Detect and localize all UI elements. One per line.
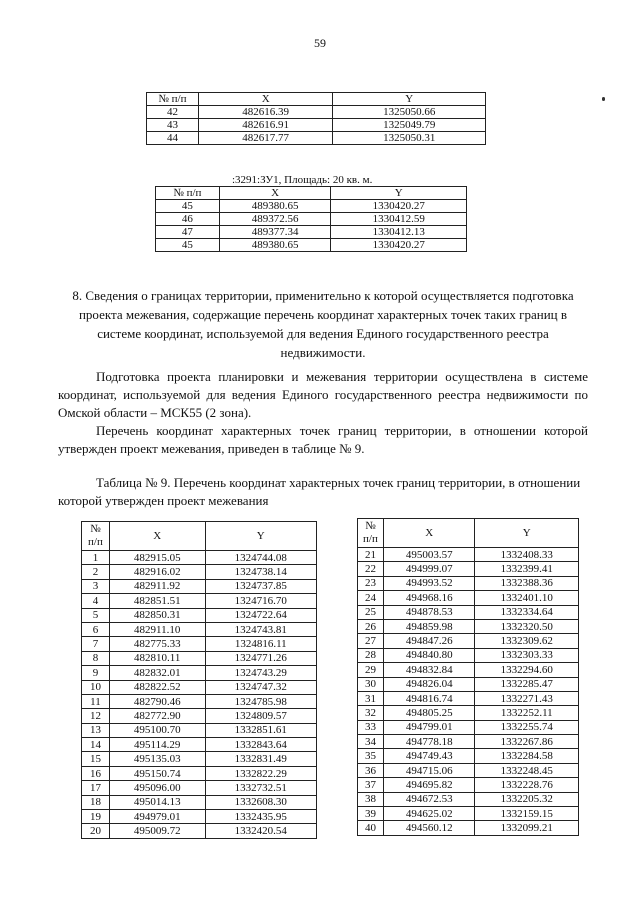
table-row xyxy=(358,562,579,576)
table-row xyxy=(358,691,579,705)
cell-y: 1330420.27 xyxy=(331,239,467,252)
cell-no: 11 xyxy=(82,694,110,708)
header-no-line1: № xyxy=(365,520,376,532)
cell-x: 494999.07 xyxy=(383,562,475,576)
page-number: 59 xyxy=(314,36,326,50)
cell-y: 1324743.29 xyxy=(205,666,317,680)
cell-y: 1332851.61 xyxy=(205,723,317,737)
cell-y: 1324744.08 xyxy=(205,551,317,565)
cell-y: 1332831.49 xyxy=(205,752,317,766)
table-parcel xyxy=(155,186,467,252)
table-9-right-body xyxy=(358,548,579,836)
cell-x: 495096.00 xyxy=(109,781,205,795)
table-9-left xyxy=(81,521,317,839)
cell-no: 26 xyxy=(358,619,384,633)
cell-x: 495150.74 xyxy=(109,766,205,780)
cell-x: 494805.25 xyxy=(383,706,475,720)
cell-no: 32 xyxy=(358,706,384,720)
cell-no: 21 xyxy=(358,548,384,562)
cell-y: 1332303.33 xyxy=(475,648,579,662)
cell-x: 495009.72 xyxy=(109,824,205,838)
cell-x: 494847.26 xyxy=(383,634,475,648)
cell-x: 495014.13 xyxy=(109,795,205,809)
cell-x: 494625.02 xyxy=(383,807,475,821)
table-row xyxy=(358,778,579,792)
cell-x: 494816.74 xyxy=(383,691,475,705)
cell-no: 13 xyxy=(82,723,110,737)
table-row xyxy=(82,666,317,680)
cell-x: 494778.18 xyxy=(383,735,475,749)
table-row xyxy=(82,824,317,838)
cell-no: 38 xyxy=(358,792,384,806)
cell-no: 12 xyxy=(82,709,110,723)
cell-x: 482790.46 xyxy=(109,694,205,708)
table-row xyxy=(82,781,317,795)
header-no xyxy=(82,522,110,551)
cell-y: 1324738.14 xyxy=(205,565,317,579)
cell-no: 39 xyxy=(358,807,384,821)
header-x: X xyxy=(109,522,205,551)
cell-x: 482915.05 xyxy=(109,551,205,565)
table-row xyxy=(358,548,579,562)
cell-y: 1332320.50 xyxy=(475,619,579,633)
cell-no: 45 xyxy=(156,200,220,213)
table-row xyxy=(358,821,579,835)
header-y: Y xyxy=(331,187,467,200)
cell-y: 1332248.45 xyxy=(475,763,579,777)
header-no: № п/п xyxy=(147,93,199,106)
parcel-caption: :3291:ЗУ1, Площадь: 20 кв. м. xyxy=(232,174,373,186)
cell-x: 489380.65 xyxy=(219,239,331,252)
table-header-row xyxy=(156,187,467,200)
header-no-line2: п/п xyxy=(363,533,378,545)
table-row xyxy=(82,651,317,665)
cell-x: 494993.52 xyxy=(383,576,475,590)
cell-x: 482911.92 xyxy=(109,579,205,593)
table-row xyxy=(156,200,467,213)
cell-x: 482851.51 xyxy=(109,594,205,608)
cell-y: 1324785.98 xyxy=(205,694,317,708)
header-x: X xyxy=(198,93,333,106)
cell-x: 482617.77 xyxy=(198,132,333,145)
cell-x: 489377.34 xyxy=(219,226,331,239)
cell-y: 1325049.79 xyxy=(333,119,486,132)
cell-no: 27 xyxy=(358,634,384,648)
cell-x: 495114.29 xyxy=(109,738,205,752)
table-header-row xyxy=(358,519,579,548)
table-row xyxy=(358,763,579,777)
cell-y: 1332285.47 xyxy=(475,677,579,691)
table-row xyxy=(82,551,317,565)
table-9-left-body xyxy=(82,551,317,839)
table-row xyxy=(358,605,579,619)
cell-y: 1332399.41 xyxy=(475,562,579,576)
table-row xyxy=(82,752,317,766)
header-x: X xyxy=(383,519,475,548)
table-row xyxy=(82,565,317,579)
cell-no: 5 xyxy=(82,608,110,622)
cell-x: 482775.33 xyxy=(109,637,205,651)
cell-y: 1332159.15 xyxy=(475,807,579,821)
cell-y: 1325050.66 xyxy=(333,106,486,119)
table-row xyxy=(82,766,317,780)
cell-x: 482810.11 xyxy=(109,651,205,665)
cell-y: 1332284.58 xyxy=(475,749,579,763)
cell-y: 1332255.74 xyxy=(475,720,579,734)
table-row xyxy=(147,132,486,145)
cell-y: 1332294.60 xyxy=(475,663,579,677)
table-row xyxy=(358,619,579,633)
cell-x: 494968.16 xyxy=(383,591,475,605)
cell-no: 36 xyxy=(358,763,384,777)
table-row xyxy=(358,749,579,763)
cell-no: 30 xyxy=(358,677,384,691)
table-row xyxy=(82,738,317,752)
header-y: Y xyxy=(333,93,486,106)
cell-x: 482850.31 xyxy=(109,608,205,622)
cell-x: 482772.90 xyxy=(109,709,205,723)
cell-x: 495135.03 xyxy=(109,752,205,766)
cell-no: 6 xyxy=(82,622,110,636)
cell-x: 495100.70 xyxy=(109,723,205,737)
table-row xyxy=(82,608,317,622)
cell-no: 15 xyxy=(82,752,110,766)
cell-no: 42 xyxy=(147,106,199,119)
header-no-line2: п/п xyxy=(88,536,103,548)
cell-y: 1332309.62 xyxy=(475,634,579,648)
cell-no: 25 xyxy=(358,605,384,619)
cell-x: 494749.43 xyxy=(383,749,475,763)
cell-y: 1324722.64 xyxy=(205,608,317,622)
table-row xyxy=(358,792,579,806)
header-x: X xyxy=(219,187,331,200)
cell-y: 1332099.21 xyxy=(475,821,579,835)
table-header-row xyxy=(82,522,317,551)
cell-no: 1 xyxy=(82,551,110,565)
cell-no: 22 xyxy=(358,562,384,576)
paragraph-coordinate-system: Подготовка проекта планировки и межевания территории осуществлена в системе координат, используемой для ведения Единого государственного реестра недвижимости по Омской области – МСК55 (2 зона). xyxy=(58,369,588,420)
table-row xyxy=(156,239,467,252)
table-top-body xyxy=(147,106,486,145)
cell-y: 1332408.33 xyxy=(475,548,579,562)
header-no-line1: № xyxy=(90,523,101,535)
cell-y: 1332205.32 xyxy=(475,792,579,806)
cell-x: 482616.91 xyxy=(198,119,333,132)
cell-y: 1324771.26 xyxy=(205,651,317,665)
table-row xyxy=(358,735,579,749)
table-row xyxy=(82,594,317,608)
cell-no: 17 xyxy=(82,781,110,795)
table-row xyxy=(82,680,317,694)
table-row xyxy=(147,119,486,132)
cell-x: 494826.04 xyxy=(383,677,475,691)
cell-no: 33 xyxy=(358,720,384,734)
cell-no: 35 xyxy=(358,749,384,763)
scan-mark xyxy=(602,97,605,101)
cell-no: 23 xyxy=(358,576,384,590)
cell-y: 1332401.10 xyxy=(475,591,579,605)
cell-no: 2 xyxy=(82,565,110,579)
cell-no: 16 xyxy=(82,766,110,780)
header-no xyxy=(358,519,384,548)
cell-x: 494878.53 xyxy=(383,605,475,619)
cell-y: 1332252.11 xyxy=(475,706,579,720)
cell-y: 1332271.43 xyxy=(475,691,579,705)
header-y: Y xyxy=(205,522,317,551)
cell-x: 482911.10 xyxy=(109,622,205,636)
table-row xyxy=(82,723,317,737)
table-row xyxy=(358,591,579,605)
cell-y: 1330412.13 xyxy=(331,226,467,239)
table-row xyxy=(358,677,579,691)
table-9-caption: Таблица № 9. Перечень координат характерных точек границ территории, в отношении которой утвержден проект межевания xyxy=(58,475,581,508)
cell-no: 43 xyxy=(147,119,199,132)
cell-x: 494560.12 xyxy=(383,821,475,835)
table-row xyxy=(82,709,317,723)
cell-no: 3 xyxy=(82,579,110,593)
cell-y: 1324816.11 xyxy=(205,637,317,651)
cell-no: 34 xyxy=(358,735,384,749)
cell-no: 9 xyxy=(82,666,110,680)
cell-no: 29 xyxy=(358,663,384,677)
cell-y: 1332388.36 xyxy=(475,576,579,590)
cell-no: 24 xyxy=(358,591,384,605)
cell-y: 1324737.85 xyxy=(205,579,317,593)
table-row xyxy=(156,213,467,226)
table-row xyxy=(156,226,467,239)
table-row xyxy=(147,106,486,119)
cell-x: 494672.53 xyxy=(383,792,475,806)
cell-no: 31 xyxy=(358,691,384,705)
cell-x: 494715.06 xyxy=(383,763,475,777)
cell-y: 1332228.76 xyxy=(475,778,579,792)
cell-y: 1325050.31 xyxy=(333,132,486,145)
cell-y: 1332334.64 xyxy=(475,605,579,619)
table-row xyxy=(358,576,579,590)
cell-x: 494979.01 xyxy=(109,810,205,824)
table-row xyxy=(358,807,579,821)
table-row xyxy=(358,648,579,662)
cell-no: 14 xyxy=(82,738,110,752)
header-y: Y xyxy=(475,519,579,548)
cell-x: 489380.65 xyxy=(219,200,331,213)
cell-x: 482916.02 xyxy=(109,565,205,579)
cell-no: 28 xyxy=(358,648,384,662)
table-row xyxy=(358,663,579,677)
table-row xyxy=(82,637,317,651)
cell-x: 494859.98 xyxy=(383,619,475,633)
cell-y: 1332843.64 xyxy=(205,738,317,752)
table-parcel-body xyxy=(156,200,467,252)
cell-x: 482616.39 xyxy=(198,106,333,119)
table-row xyxy=(82,622,317,636)
cell-no: 4 xyxy=(82,594,110,608)
cell-y: 1324716.70 xyxy=(205,594,317,608)
cell-no: 7 xyxy=(82,637,110,651)
cell-no: 37 xyxy=(358,778,384,792)
table-row xyxy=(358,720,579,734)
cell-y: 1332608.30 xyxy=(205,795,317,809)
cell-y: 1330420.27 xyxy=(331,200,467,213)
cell-y: 1330412.59 xyxy=(331,213,467,226)
cell-no: 45 xyxy=(156,239,220,252)
cell-y: 1332420.54 xyxy=(205,824,317,838)
header-no: № п/п xyxy=(156,187,220,200)
cell-no: 44 xyxy=(147,132,199,145)
cell-y: 1324809.57 xyxy=(205,709,317,723)
table-row xyxy=(82,810,317,824)
table-row xyxy=(358,634,579,648)
cell-x: 494840.80 xyxy=(383,648,475,662)
table-row xyxy=(82,795,317,809)
cell-x: 495003.57 xyxy=(383,548,475,562)
cell-y: 1332435.95 xyxy=(205,810,317,824)
cell-y: 1332732.51 xyxy=(205,781,317,795)
table-row xyxy=(358,706,579,720)
cell-x: 482822.52 xyxy=(109,680,205,694)
cell-x: 494695.82 xyxy=(383,778,475,792)
cell-x: 482832.01 xyxy=(109,666,205,680)
cell-x: 494832.84 xyxy=(383,663,475,677)
cell-no: 8 xyxy=(82,651,110,665)
cell-no: 18 xyxy=(82,795,110,809)
cell-y: 1324743.81 xyxy=(205,622,317,636)
table-header-row xyxy=(147,93,486,106)
cell-x: 489372.56 xyxy=(219,213,331,226)
table-row xyxy=(82,579,317,593)
cell-no: 40 xyxy=(358,821,384,835)
cell-y: 1324747.32 xyxy=(205,680,317,694)
cell-y: 1332267.86 xyxy=(475,735,579,749)
table-9-right xyxy=(357,518,579,836)
cell-y: 1332822.29 xyxy=(205,766,317,780)
table-row xyxy=(82,694,317,708)
cell-x: 494799.01 xyxy=(383,720,475,734)
cell-no: 20 xyxy=(82,824,110,838)
cell-no: 47 xyxy=(156,226,220,239)
table-top xyxy=(146,92,486,145)
cell-no: 46 xyxy=(156,213,220,226)
section-8-heading: 8. Сведения о границах территории, применительно к которой осуществляется подготовка проекта межевания, содержащие перечень координат характерных точек таких границ в системе координат, используемой для ведения Единого государственного реестра недвижимости. xyxy=(72,288,574,360)
cell-no: 19 xyxy=(82,810,110,824)
paragraph-coordinate-list: Перечень координат характерных точек границ территории, в отношении которой утвержден проект межевания, приведен в таблице № 9. xyxy=(58,423,588,456)
cell-no: 10 xyxy=(82,680,110,694)
